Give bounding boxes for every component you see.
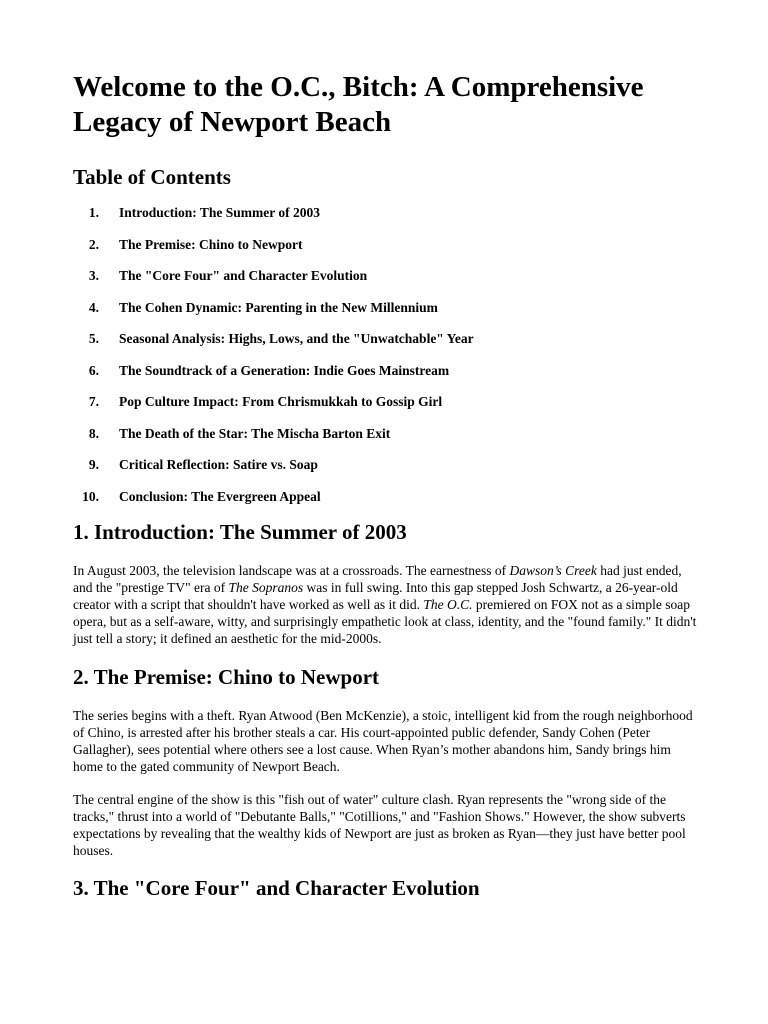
toc-item-number: 3. [88, 268, 99, 283]
table-of-contents [73, 204, 699, 505]
section-heading-core-four: 3. The "Core Four" and Character Evolution [73, 876, 480, 900]
toc-item-label[interactable]: Conclusion: The Evergreen Appeal [119, 488, 321, 504]
toc-item-number: 2. [88, 236, 99, 252]
paragraph-text: premiered on FOX not as a simple soap opera, but as a self-aware, witty, and surprisingly empathetic look at class, identity, and the "found family." It didn't just tell a story; it defined an aesthetic for the mid-2000s. [73, 597, 697, 646]
toc-item[interactable] [73, 236, 699, 253]
toc-item-label[interactable]: The Death of the Star: The Mischa Barton Exit [119, 425, 391, 441]
toc-item-label[interactable]: The Cohen Dynamic: Parenting in the New Millennium [119, 299, 438, 315]
section-paragraph: The central engine of the show is this "fish out of water" culture clash. Ryan represents the "wrong side of the tracks," thrust into a world of "Debutante Balls," "Cotillions," and "Fashion Shows." However, the show subverts expectations by revealing that the wealthy kids of Newport are just as broken as Ryan—they just have better pool houses. [73, 792, 686, 858]
show-title-the-sopranos: The Sopranos [228, 580, 304, 595]
toc-item-label[interactable]: Introduction: The Summer of 2003 [119, 205, 321, 220]
toc-item-label[interactable]: Critical Reflection: Satire vs. Soap [119, 457, 318, 472]
toc-item-number: 10. [82, 488, 99, 504]
section-heading-introduction: 1. Introduction: The Summer of 2003 [73, 520, 407, 544]
document-page [73, 70, 699, 901]
paragraph-text: In August 2003, the television landscape was at a crossroads. The earnestness of [73, 563, 510, 578]
show-title-dawsons-creek: Dawson’s Creek [509, 563, 597, 578]
toc-item-label[interactable]: The Premise: Chino to Newport [119, 236, 303, 252]
section-paragraph: The series begins with a theft. Ryan Atwood (Ben McKenzie), a stoic, intelligent kid from the rough neighborhood of Chino, is arrested after his brother steals a car. His court-appointed public defender, Sandy Cohen (Peter Gallagher), sees potential where others see a lost cause. When Ryan’s mother abandons him, Sandy brings him home to the gated community of Newport Beach. [73, 708, 693, 774]
toc-item-number: 1. [88, 205, 99, 220]
toc-item-number: 5. [88, 331, 99, 346]
paragraph-text: was in full swing. Into this gap stepped Josh Schwartz, a 26-year-old creator with a script that shouldn't have worked as well as it did. [73, 580, 678, 612]
toc-item[interactable] [73, 330, 699, 347]
toc-item-label[interactable]: Seasonal Analysis: Highs, Lows, and the "Unwatchable" Year [119, 331, 474, 346]
toc-item[interactable] [73, 362, 699, 379]
toc-item-number: 9. [88, 457, 99, 472]
toc-item-label[interactable]: The "Core Four" and Character Evolution [119, 268, 368, 283]
toc-item-number: 6. [88, 362, 99, 378]
toc-item-number: 8. [88, 425, 99, 441]
toc-item-label[interactable]: The Soundtrack of a Generation: Indie Goes Mainstream [119, 362, 450, 378]
document-title: Welcome to the O.C., Bitch: A Comprehensive Legacy of Newport Beach [73, 71, 644, 138]
section-heading-premise: 2. The Premise: Chino to Newport [73, 665, 380, 689]
toc-item-number: 4. [88, 299, 99, 315]
show-title-the-oc: The O.C. [423, 597, 473, 612]
toc-item[interactable] [73, 425, 699, 442]
toc-item-label[interactable]: Pop Culture Impact: From Chrismukkah to Gossip Girl [119, 394, 443, 409]
toc-item[interactable] [73, 267, 699, 284]
paragraph-text: had just ended, and the "prestige TV" era of [73, 563, 682, 595]
toc-item[interactable] [73, 393, 699, 410]
toc-item-number: 7. [88, 394, 99, 409]
toc-heading: Table of Contents [73, 165, 231, 189]
toc-item[interactable] [73, 204, 699, 221]
toc-item[interactable] [73, 456, 699, 473]
toc-item[interactable] [73, 488, 699, 505]
toc-item[interactable] [73, 299, 699, 316]
section-paragraph [73, 562, 699, 647]
